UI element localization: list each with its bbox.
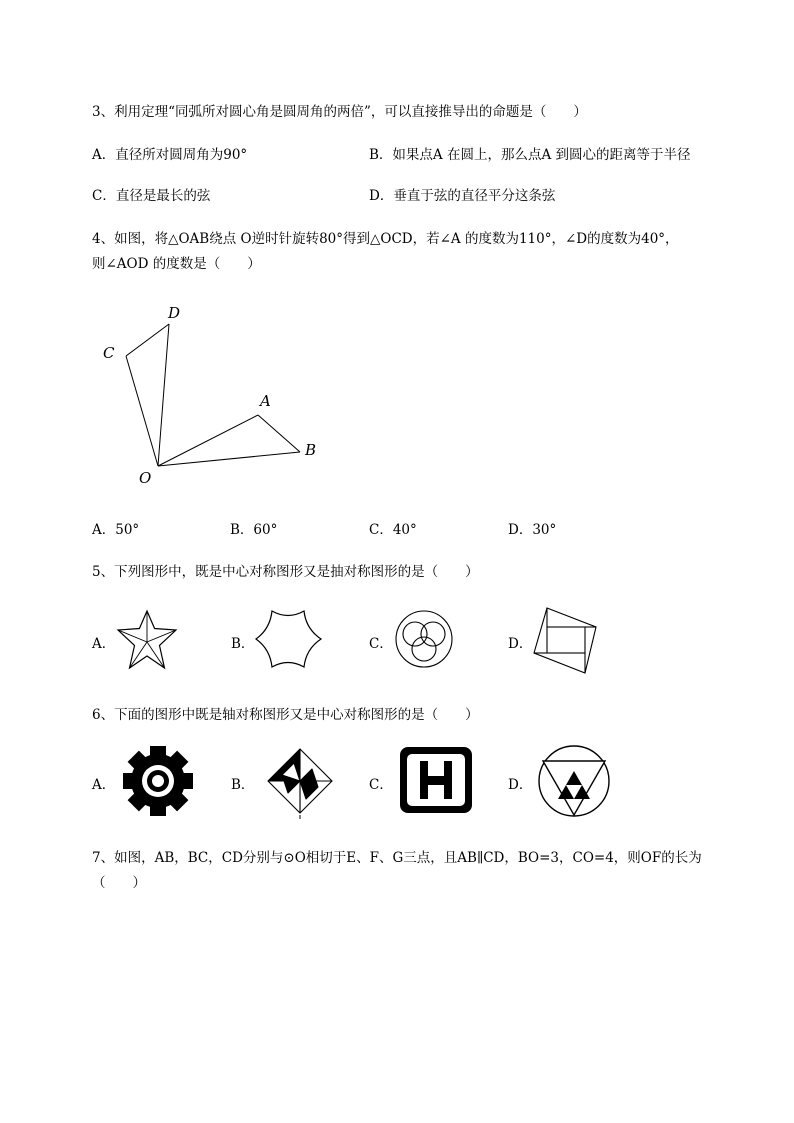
q3-stem: 3、利用定理“同弧所对圆心角是圆周角的两倍”，可以直接推导出的命题是（ ） bbox=[92, 104, 587, 120]
q4-option-b: B．60° bbox=[230, 522, 278, 538]
label-o: O bbox=[139, 469, 152, 487]
q6-label-d: D． bbox=[508, 777, 533, 793]
q4-option-d: D．30° bbox=[508, 522, 557, 538]
q3-option-b: B．如果点A 在圆上，那么点A 到圆心的距离等于半径 bbox=[369, 147, 691, 163]
q7-stem-line1: 7、如图，AB，BC，CD分别与⊙O相切于E、F、G三点，且AB∥CD，BO=3，CO=4，则OF的长为 bbox=[92, 850, 702, 866]
q7-stem-line2: （ ） bbox=[92, 875, 146, 891]
tilted-square-figure bbox=[530, 606, 600, 676]
q4-option-c: C．40° bbox=[369, 522, 417, 538]
label-c: C bbox=[103, 344, 115, 362]
q6-label-b: B． bbox=[231, 777, 255, 793]
q3-option-c: C．直径是最长的弦 bbox=[92, 188, 211, 204]
q6-stem: 6、下面的图形中既是轴对称图形又是中心对称图形的是（ ） bbox=[92, 707, 479, 723]
star-figure bbox=[116, 608, 180, 672]
label-d: D bbox=[168, 304, 181, 322]
q5-label-d: D． bbox=[508, 636, 533, 652]
circle-three-rings-figure bbox=[393, 608, 455, 670]
q6-label-a: A． bbox=[92, 777, 116, 793]
q6-label-c: C． bbox=[369, 777, 393, 793]
q5-stem: 5、下列图形中，既是中心对称图形又是抽对称图形的是（ ） bbox=[92, 564, 479, 580]
q4-stem-line2: 则∠AOD 的度数是（ ） bbox=[92, 256, 261, 272]
q3-option-d: D．垂直于弦的直径平分这条弦 bbox=[369, 188, 556, 204]
pinwheel-figure bbox=[258, 743, 342, 823]
q3-option-a: A．直径所对圆周角为90° bbox=[92, 147, 248, 163]
q4-rotation-figure bbox=[95, 298, 335, 490]
curved-hexagon-figure bbox=[255, 608, 323, 672]
gear-icon bbox=[120, 743, 196, 819]
q5-label-c: C． bbox=[369, 636, 393, 652]
label-b: B bbox=[305, 441, 317, 459]
q4-stem-line1: 4、如图，将△OAB绕点 O逆时针旋转80°得到△OCD，若∠A 的度数为110°，∠D的度数为40°， bbox=[92, 231, 679, 247]
q4-option-a: A．50° bbox=[92, 522, 140, 538]
emblem-h-figure bbox=[398, 745, 474, 815]
circle-triangles-figure bbox=[536, 743, 612, 819]
label-a: A bbox=[260, 392, 271, 410]
q5-label-a: A． bbox=[92, 636, 116, 652]
q5-label-b: B． bbox=[231, 636, 255, 652]
